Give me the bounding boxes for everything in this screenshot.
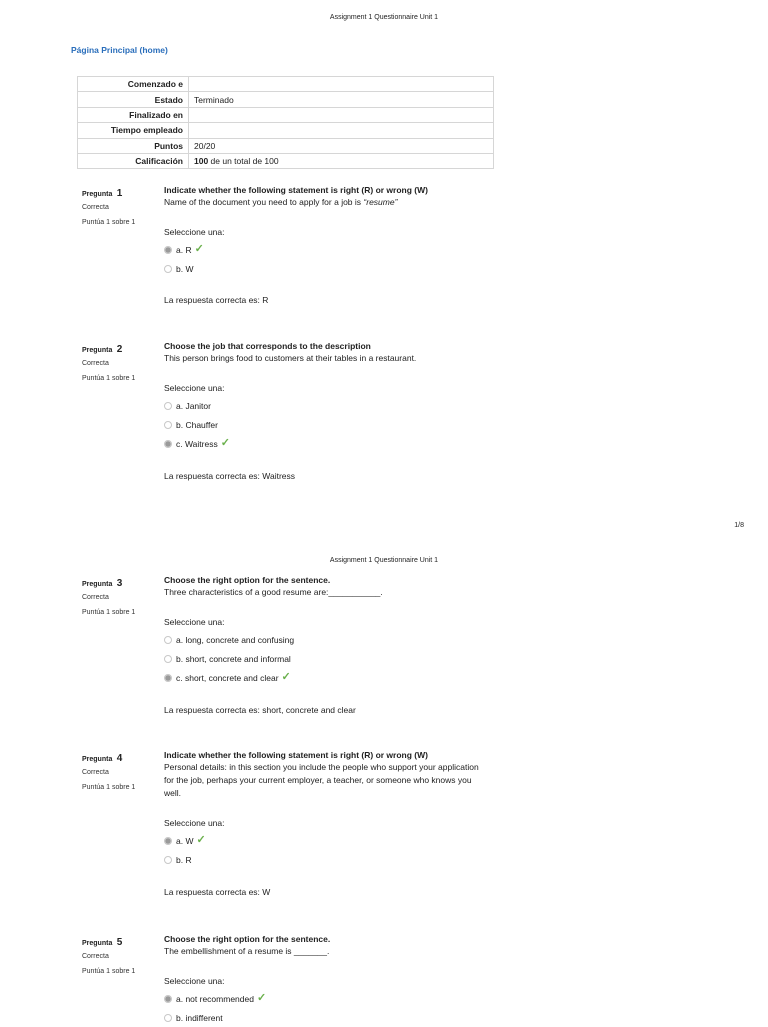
- question-info: [82, 748, 162, 791]
- radio-button[interactable]: [164, 995, 172, 1003]
- summary-key: Puntos: [78, 138, 189, 153]
- question-status: Correcta: [82, 769, 109, 776]
- summary-value: [189, 77, 494, 92]
- select-one-label: Seleccione una:: [164, 227, 225, 237]
- option-label: a. Janitor: [176, 400, 211, 411]
- radio-button[interactable]: [164, 655, 172, 663]
- question-text: Personal details: in this section you include the people who support your application for the job, perhaps your current employer, a teacher, or someone who knows you well.: [164, 762, 479, 798]
- answer-options: [164, 630, 494, 687]
- radio-button[interactable]: [164, 440, 172, 448]
- option-b[interactable]: [164, 649, 494, 668]
- summary-row-points: [78, 138, 494, 153]
- grade-total: de un total de 100: [208, 156, 279, 167]
- option-a[interactable]: [164, 831, 494, 850]
- correct-answer: La respuesta correcta es: short, concrete and clear: [164, 705, 356, 715]
- question-points: Puntúa 1 sobre 1: [82, 375, 136, 382]
- select-one-label: Seleccione una:: [164, 383, 225, 393]
- option-b[interactable]: [164, 1008, 494, 1027]
- option-a[interactable]: [164, 989, 494, 1008]
- answer-options: [164, 831, 494, 869]
- summary-value: [189, 123, 494, 138]
- option-a[interactable]: [164, 630, 494, 649]
- radio-button[interactable]: [164, 636, 172, 644]
- summary-value: Terminado: [189, 92, 494, 107]
- question-number: 1: [116, 188, 123, 199]
- check-icon: ✓: [281, 671, 291, 683]
- question-body: [164, 573, 494, 715]
- question-title: Indicate whether the following statement is right (R) or wrong (W): [164, 750, 428, 760]
- radio-button[interactable]: [164, 402, 172, 410]
- question-label: Pregunta: [82, 347, 113, 354]
- question-label: Pregunta: [82, 191, 113, 198]
- question-points: Puntúa 1 sobre 1: [82, 609, 136, 616]
- page-number: 1/8: [734, 522, 744, 529]
- select-one-label: Seleccione una:: [164, 976, 225, 986]
- correct-answer: La respuesta correcta es: Waitress: [164, 471, 296, 481]
- question-text: This person brings food to customers at their tables in a restaurant.: [164, 353, 417, 363]
- summary-value: [189, 107, 494, 122]
- question-points: Puntúa 1 sobre 1: [82, 784, 136, 791]
- option-label: a. long, concrete and confusing: [176, 634, 295, 645]
- select-one-label: Seleccione una:: [164, 617, 225, 627]
- question-status: Correcta: [82, 204, 109, 211]
- radio-button[interactable]: [164, 1014, 172, 1022]
- page-header-title: Assignment 1 Questionnaire Unit 1: [329, 557, 439, 564]
- correct-answer: La respuesta correcta es: W: [164, 887, 271, 897]
- summary-value: [189, 153, 494, 168]
- question-number: 2: [116, 344, 123, 355]
- check-icon: ✓: [220, 437, 230, 449]
- question-body: [164, 932, 494, 1027]
- summary-row-time: [78, 123, 494, 138]
- question-number: 4: [116, 753, 123, 764]
- summary-key: Comenzado e: [78, 77, 189, 92]
- option-a[interactable]: [164, 396, 494, 415]
- check-icon: ✓: [196, 834, 206, 846]
- question-label: Pregunta: [82, 940, 113, 947]
- option-label: b. Chauffer: [176, 419, 218, 430]
- answer-options: [164, 396, 494, 453]
- question-body: [164, 339, 494, 481]
- option-label: b. R: [176, 854, 192, 865]
- question-title: Choose the right option for the sentence.: [164, 575, 331, 585]
- select-one-label: Seleccione una:: [164, 818, 225, 828]
- radio-button[interactable]: [164, 674, 172, 682]
- question-label: Pregunta: [82, 581, 113, 588]
- question-number: 5: [116, 937, 123, 948]
- option-b[interactable]: [164, 850, 494, 869]
- question-info: [82, 183, 162, 226]
- radio-button[interactable]: [164, 856, 172, 864]
- question-info: [82, 573, 162, 616]
- question-status: Correcta: [82, 953, 109, 960]
- answer-options: [164, 240, 494, 278]
- question-info: [82, 932, 162, 975]
- summary-key: Finalizado en: [78, 107, 189, 122]
- question-title: Choose the right option for the sentence.: [164, 934, 331, 944]
- question-text: The embellishment of a resume is _______.: [164, 946, 330, 956]
- radio-button[interactable]: [164, 265, 172, 273]
- question-text: [164, 196, 494, 209]
- grade-value: 100: [194, 156, 209, 167]
- option-label: b. W: [176, 263, 194, 274]
- question-info: [82, 339, 162, 382]
- radio-button[interactable]: [164, 421, 172, 429]
- option-b[interactable]: [164, 259, 494, 278]
- question-label: Pregunta: [82, 756, 113, 763]
- answer-options: [164, 989, 494, 1027]
- option-label: b. short, concrete and informal: [176, 653, 291, 664]
- page-header-title: Assignment 1 Questionnaire Unit 1: [329, 14, 439, 21]
- question-body: [164, 183, 494, 305]
- radio-button[interactable]: [164, 837, 172, 845]
- correct-answer: La respuesta correcta es: R: [164, 295, 269, 305]
- question-status: Correcta: [82, 594, 109, 601]
- check-icon: ✓: [194, 243, 204, 255]
- summary-key: Estado: [78, 92, 189, 107]
- summary-row-grade: [78, 153, 494, 168]
- summary-row-state: [78, 92, 494, 107]
- home-link[interactable]: Página Principal (home): [71, 45, 168, 55]
- summary-key: Tiempo empleado: [78, 123, 189, 138]
- question-title: Choose the job that corresponds to the description: [164, 341, 371, 351]
- question-status: Correcta: [82, 360, 109, 367]
- radio-button[interactable]: [164, 246, 172, 254]
- check-icon: ✓: [256, 992, 267, 1004]
- option-c[interactable]: [164, 668, 494, 687]
- option-label: a. not recommended: [176, 993, 254, 1004]
- attempt-summary-table: [77, 76, 494, 169]
- question-points: Puntúa 1 sobre 1: [82, 968, 136, 975]
- option-a[interactable]: [164, 240, 494, 259]
- summary-row-started: [78, 77, 494, 92]
- option-label: c. Waitress: [176, 438, 218, 449]
- option-label: a. R: [176, 244, 192, 255]
- summary-key: Calificación: [78, 153, 189, 168]
- question-text-emphasis: “resume”: [363, 197, 398, 207]
- option-label: c. short, concrete and clear: [176, 672, 279, 683]
- question-text: Three characteristics of a good resume are:___________.: [164, 587, 383, 597]
- question-number: 3: [116, 578, 123, 589]
- summary-row-finished: [78, 107, 494, 122]
- option-c[interactable]: [164, 434, 494, 453]
- option-label: a. W: [176, 835, 194, 846]
- question-text-main: Name of the document you need to apply for a job is: [164, 197, 364, 207]
- option-b[interactable]: [164, 415, 494, 434]
- option-label: b. indifferent: [176, 1012, 223, 1023]
- question-body: [164, 748, 494, 897]
- summary-value: 20/20: [189, 138, 494, 153]
- question-points: Puntúa 1 sobre 1: [82, 219, 136, 226]
- question-title: Indicate whether the following statement is right (R) or wrong (W): [164, 185, 428, 195]
